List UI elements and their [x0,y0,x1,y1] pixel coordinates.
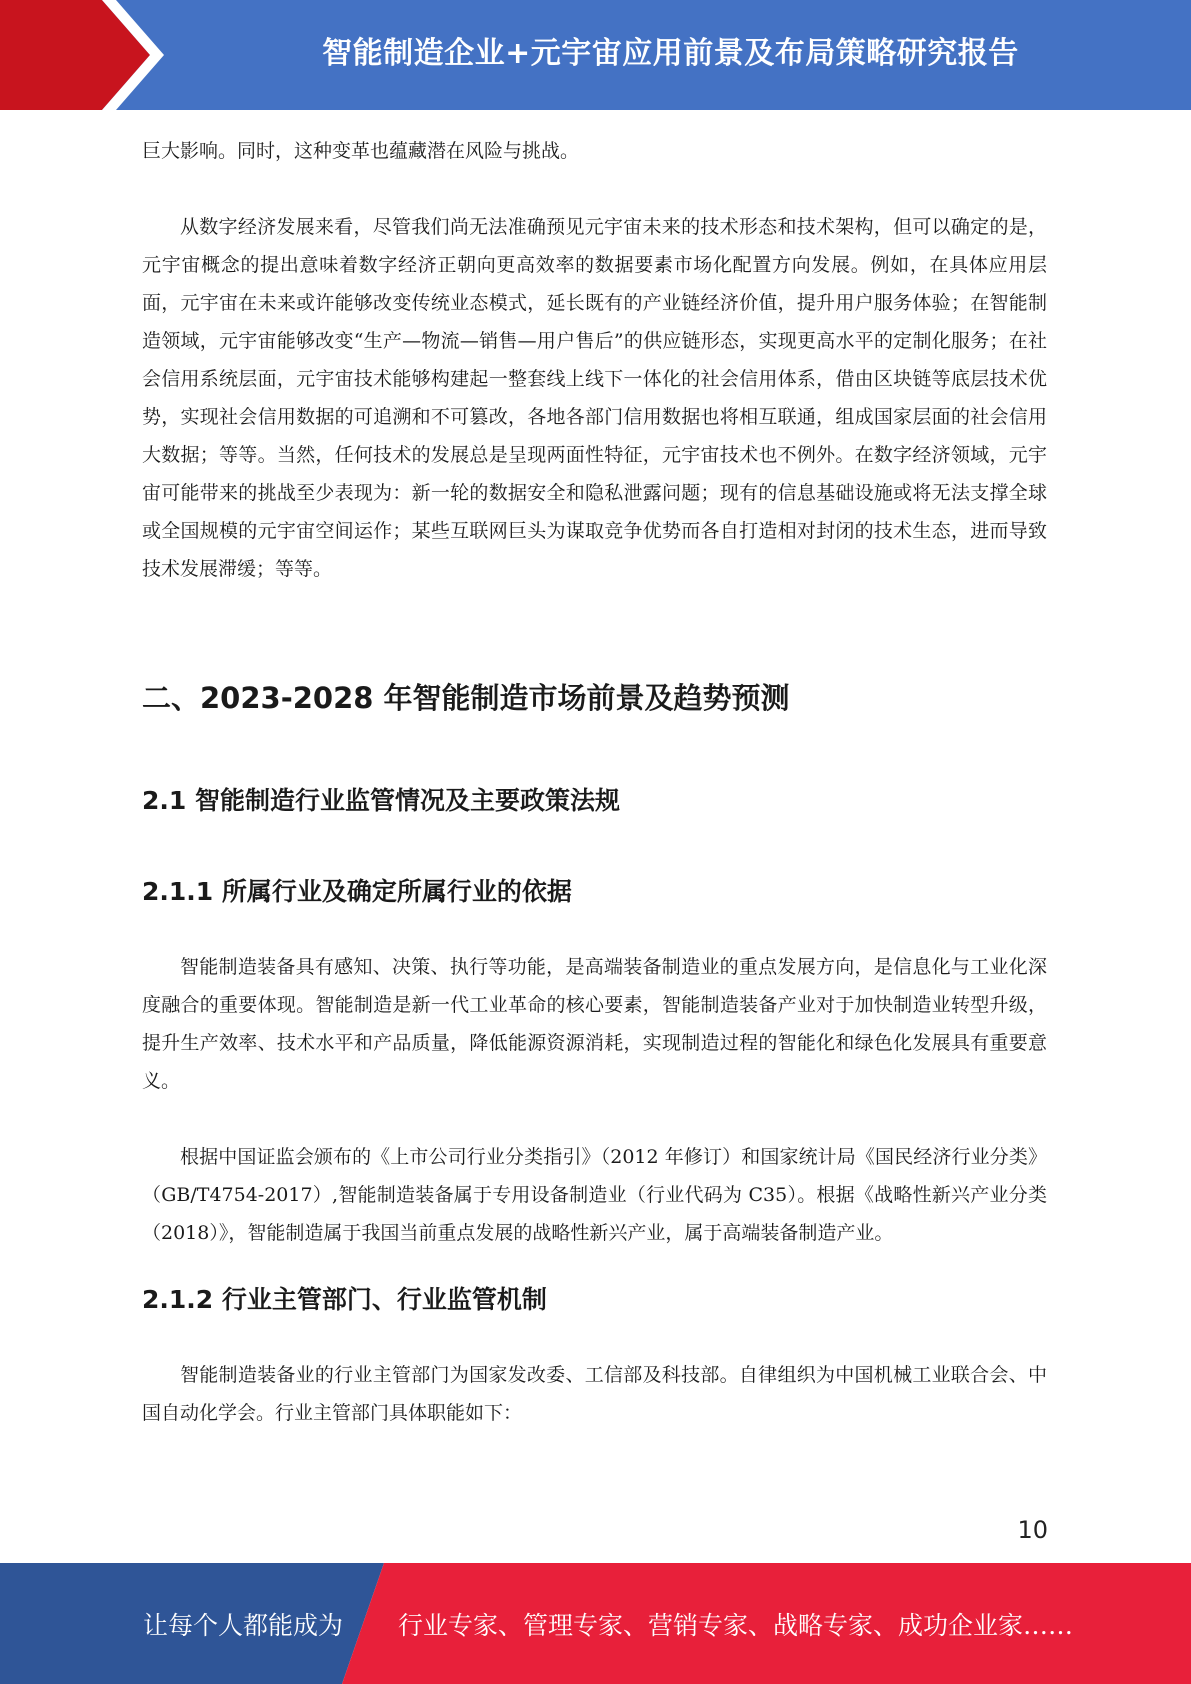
page-body [142,132,1047,1432]
body-paragraph-intelligent-equipment: 智能制造装备具有感知、决策、执行等功能，是高端装备制造业的重点发展方向，是信息化与工业化深度融合的重要体现。智能制造是新一代工业革命的核心要素，智能制造装备产业对于加快制造业转型升级，提升生产效率、技术水平和产品质量，降低能源资源消耗，实现制造过程的智能化和绿色化发展具有重要意义。 [142,956,1047,1092]
footer-slogan-right: 行业专家、管理专家、营销专家、战略专家、成功企业家…… [398,1610,1074,1640]
footer-slogan-left: 让每个人都能成为 [143,1610,344,1640]
body-paragraph-digital-economy: 从数字经济发展来看，尽管我们尚无法准确预见元宇宙未来的技术形态和技术架构，但可以确定的是，元宇宙概念的提出意味着数字经济正朝向更高效率的数据要素市场化配置方向发展。例如，在具体应用层面，元宇宙在未来或许能够改变传统业态模式，延长既有的产业链经济价值，提升用户服务体验；在智能制造领域，元宇宙能够改变“生产—物流—销售—用户售后”的供应链形态，实现更高水平的定制化服务；在社会信用系统层面，元宇宙技术能够构建起一整套线上线下一体化的社会信用体系，借由区块链等底层技术优势，实现社会信用数据的可追溯和不可篡改，各地各部门信用数据也将相互联通，组成国家层面的社会信用大数据；等等。当然，任何技术的发展总是呈现两面性特征，元宇宙技术也不例外。在数字经济领域，元宇宙可能带来的挑战至少表现为：新一轮的数据安全和隐私泄露问题；现有的信息基础设施或将无法支撑全球或全国规模的元宇宙空间运作；某些互联网巨头为谋取竞争优势而各自打造相对封闭的技术生态，进而导致技术发展滞缓；等等。 [142,216,1047,580]
page-footer [0,1563,1191,1684]
body-paragraph-regulators: 智能制造装备业的行业主管部门为国家发改委、工信部及科技部。自律组织为中国机械工业联合会、中国自动化学会。行业主管部门具体职能如下： [142,1364,1047,1424]
subsection-heading-2-1-1: 2.1.1 所属行业及确定所属行业的依据 [142,877,572,906]
page-number: 10 [1017,1516,1048,1544]
report-title: 智能制造企业+元宇宙应用前景及布局策略研究报告 [322,36,1019,71]
body-paragraph-continued: 巨大影响。同时，这种变革也蕴藏潜在风险与挑战。 [142,140,580,162]
body-paragraph-industry-classification: 根据中国证监会颁布的《上市公司行业分类指引》（2012 年修订）和国家统计局《国民经济行业分类》（GB/T4754-2017）,智能制造装备属于专用设备制造业（行业代码为 C35）。根据《战略性新兴产业分类（2018）》，智能制造属于我国当前重点发展的战略性新兴产业，属于高端装备制造产业。 [142,1146,1047,1244]
subsection-heading-2-1: 2.1 智能制造行业监管情况及主要政策法规 [142,786,620,815]
subsection-heading-2-1-2: 2.1.2 行业主管部门、行业监管机制 [142,1285,547,1314]
section-heading: 二、2023-2028 年智能制造市场前景及趋势预测 [142,681,790,715]
page-header [0,0,1191,110]
